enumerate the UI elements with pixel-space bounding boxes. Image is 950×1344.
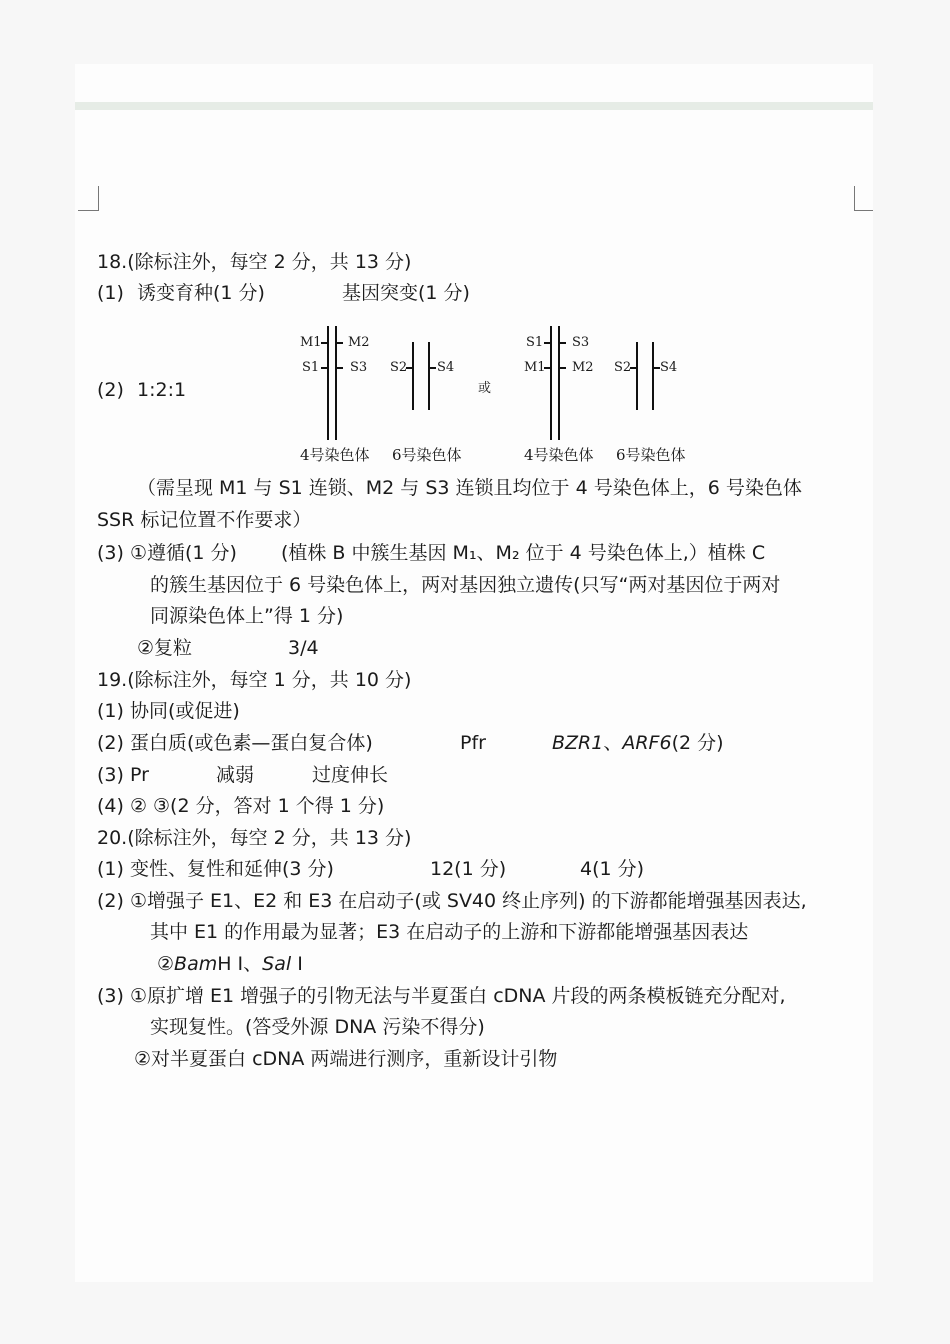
q20-part2-line1: (2) ①增强子 E1、E2 和 E3 在启动子(或 SV40 终止序列) 的下游都能增强基因表达, <box>97 890 807 912</box>
enzyme-suffix: H Ⅰ、 <box>217 953 263 975</box>
q18-part3-sub2-label: ②复粒 <box>137 637 193 659</box>
locus-label: S4 <box>437 360 455 375</box>
q20-part3-line1: (3) ①原扩增 E1 增强子的引物无法与半夏蛋白 cDNA 片段的两条模板链充分配对, <box>97 985 786 1007</box>
locus-tick <box>406 367 414 369</box>
header-rule <box>75 102 873 110</box>
q20-part2-line2: 其中 E1 的作用最为显著；E3 在启动子的上游和下游都能增强基因表达 <box>150 921 749 943</box>
q18-note-line2: SSR 标记位置不作要求） <box>97 509 312 531</box>
score-note: (2 分) <box>671 732 724 754</box>
crop-mark-left <box>78 186 99 211</box>
chromosome-6-strand-b <box>428 342 430 410</box>
chromosome-caption: 4号染色体 <box>524 446 594 464</box>
q20-part2-sub2 <box>157 952 303 976</box>
q18-part1-answer-a: 诱变育种(1 分) <box>137 282 265 304</box>
gene-name: ARF6 <box>622 732 672 754</box>
locus-label: M1 <box>524 360 546 375</box>
q18-part3-sub2-value: 3/4 <box>288 637 319 659</box>
locus-label: M1 <box>300 335 322 350</box>
or-separator: 或 <box>478 381 492 396</box>
q18-header: 18.(除标注外，每空 2 分，共 13 分) <box>97 251 412 273</box>
q20-part1-answer-c: 4(1 分) <box>580 858 645 880</box>
q18-part1-answer-b: 基因突变(1 分) <box>342 282 470 304</box>
q20-part1-answer-a: (1) 变性、复性和延伸(3 分) <box>97 858 334 880</box>
q20-part1-answer-b: 12(1 分) <box>430 858 507 880</box>
q19-part2-answer-a: (2) 蛋白质(或色素—蛋白复合体) <box>97 732 373 754</box>
crop-mark-right <box>854 186 873 211</box>
q19-part4: (4) ② ③(2 分，答对 1 个得 1 分) <box>97 795 385 817</box>
locus-tick <box>558 367 566 369</box>
locus-label: S1 <box>526 335 544 350</box>
q19-part3-answer-a: (3) Pr <box>97 764 149 786</box>
gene-name: BZR1 <box>552 732 604 754</box>
q19-part3-answer-c: 过度伸长 <box>312 764 389 786</box>
locus-label: S3 <box>572 335 590 350</box>
locus-tick <box>335 367 343 369</box>
chromosome-caption: 6号染色体 <box>392 446 462 464</box>
q19-header: 19.(除标注外，每空 1 分，共 10 分) <box>97 669 412 691</box>
locus-label: M2 <box>572 360 594 375</box>
q18-part2-ratio: 1:2:1 <box>137 379 187 401</box>
locus-tick <box>652 367 660 369</box>
locus-tick <box>428 367 436 369</box>
locus-tick <box>335 342 343 344</box>
chromosome-6-strand-a <box>412 342 414 410</box>
q19-part2-answer-c <box>552 731 724 755</box>
locus-tick <box>544 342 552 344</box>
enzyme-name: Sal <box>262 953 292 975</box>
q19-part2-answer-b: Pfr <box>460 732 486 754</box>
q18-part3-line3: 同源染色体上”得 1 分) <box>150 605 344 627</box>
q20-header: 20.(除标注外，每空 2 分，共 13 分) <box>97 827 412 849</box>
chromosome-6-strand-b <box>652 342 654 410</box>
chromosome-caption: 4号染色体 <box>300 446 370 464</box>
q20-part3-line2: 实现复性。(答受外源 DNA 污染不得分) <box>150 1016 485 1038</box>
q20-part3-line3: ②对半夏蛋白 cDNA 两端进行测序，重新设计引物 <box>134 1048 558 1070</box>
chromosome-6-strand-a <box>636 342 638 410</box>
q18-part3-line2: 的簇生基因位于 6 号染色体上，两对基因独立遗传(只写“两对基因位于两对 <box>150 574 781 596</box>
q19-part1: (1) 协同(或促进) <box>97 700 240 722</box>
locus-label: S4 <box>660 360 678 375</box>
locus-label: S2 <box>614 360 632 375</box>
locus-tick <box>321 342 329 344</box>
q18-part2-prefix: (2) <box>97 379 124 401</box>
q18-note-line1: （需呈现 M1 与 S1 连锁、M2 与 S3 连锁且均位于 4 号染色体上，6 号染色体 <box>137 477 802 499</box>
q18-part1-prefix: (1) <box>97 282 124 304</box>
locus-label: M2 <box>348 335 370 350</box>
enzyme-name: Bam <box>174 953 218 975</box>
locus-tick <box>321 367 329 369</box>
locus-tick <box>558 342 566 344</box>
separator: 、 <box>603 732 623 754</box>
q18-part3-line1: (3) ①遵循(1 分) (植株 B 中簇生基因 M₁、M₂ 位于 4 号染色体上,）植株 C <box>97 542 766 564</box>
chromosome-diagram <box>290 326 710 468</box>
q19-part3-answer-b: 减弱 <box>216 764 255 786</box>
locus-label: S1 <box>302 360 320 375</box>
circled-number: ② <box>157 953 175 975</box>
locus-label: S3 <box>350 360 368 375</box>
locus-tick <box>630 367 638 369</box>
chromosome-caption: 6号染色体 <box>616 446 686 464</box>
locus-label: S2 <box>390 360 408 375</box>
enzyme-suffix: Ⅰ <box>291 953 303 975</box>
